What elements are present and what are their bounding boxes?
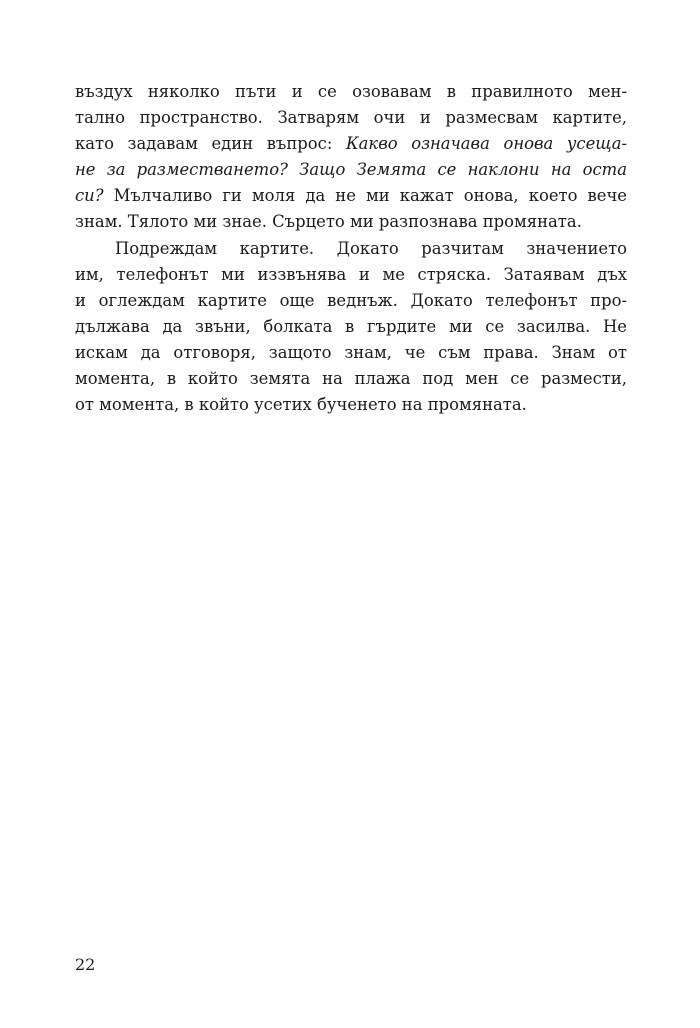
text-line	[75, 183, 627, 209]
text-run: от момента, в който усетих бученето на промяната.	[75, 395, 527, 415]
text-run: момента, в който земята на плажа под мен се размести,	[75, 369, 627, 389]
text-line	[75, 288, 627, 314]
text-line	[75, 236, 627, 262]
text-line	[75, 314, 627, 340]
text-line	[75, 366, 627, 392]
body-text	[75, 79, 627, 418]
italic-text-run: Какво означава онова усеща-	[345, 134, 627, 154]
text-run: дължава да звъни, болката в гърдите ми се засилва. Не	[75, 316, 627, 336]
text-line	[75, 131, 627, 157]
text-line	[75, 105, 627, 131]
text-run: им, телефонът ми иззвънява и ме стряска. Затаявам дъх	[75, 264, 627, 284]
text-run: знам. Тялото ми знае. Сърцето ми разпознава промяната.	[75, 212, 582, 232]
italic-text-run: си?	[75, 186, 104, 206]
text-line	[75, 392, 627, 418]
text-line	[75, 209, 627, 235]
text-run: въздух няколко пъти и се озовавам в правилното мен-	[75, 82, 627, 101]
text-run: Подреждам картите. Докато разчитам значението	[115, 238, 627, 258]
text-run: Мълчаливо ги моля да не ми кажат онова, което вече	[103, 186, 627, 206]
text-line	[75, 79, 627, 105]
text-line	[75, 157, 627, 183]
text-run: като задавам един въпрос:	[75, 134, 346, 154]
paragraph	[75, 236, 627, 419]
text-run: и оглеждам картите още веднъж. Докато телефонът про-	[75, 290, 627, 310]
paragraph	[75, 79, 627, 236]
italic-text-run: не за разместването? Защо Земята се наклони на оста	[75, 160, 627, 180]
text-run: искам да отговоря, защото знам, че съм права. Знам от	[75, 342, 627, 362]
text-run: тално пространство. Затварям очи и размесвам картите,	[75, 108, 627, 128]
text-line	[75, 262, 627, 288]
text-line	[75, 340, 627, 366]
page-number: 22	[75, 955, 96, 974]
